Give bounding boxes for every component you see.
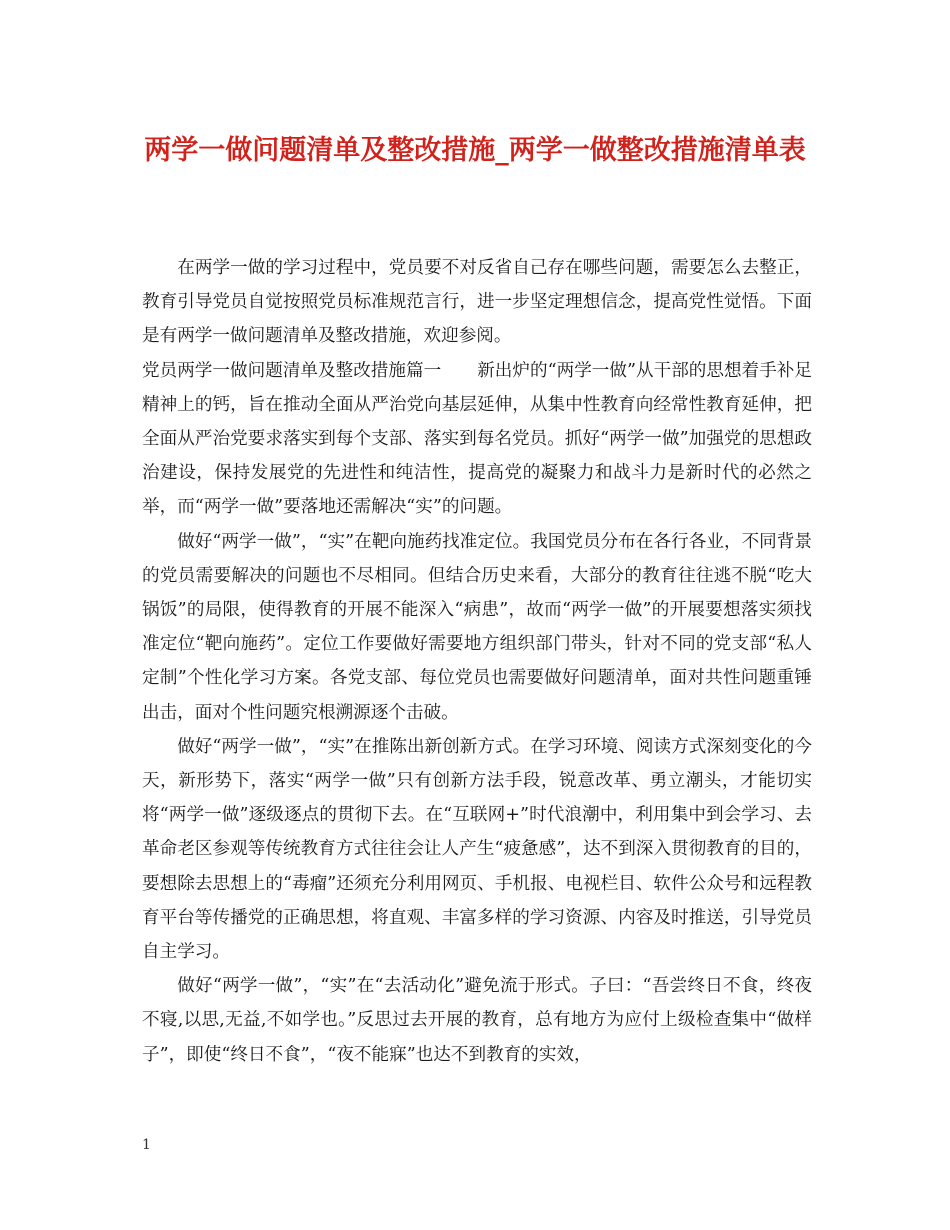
- body-paragraph: 做好“两学一做”，“实”在推陈出新创新方式。在学习环境、阅读方式深刻变化的今天，新形势下，落实“两学一做”只有创新方法手段，锐意改革、勇立潮头，才能切实将“两学一做”逐级逐点的贯彻下去。在“互联网+”时代浪潮中，利用集中到会学习、去革命老区参观等传统教育方式往往会让人产生“疲惫感”，达不到深入贯彻教育的目的，要想除去思想上的“毒瘤”还须充分利用网页、手机报、电视栏目、软件公众号和远程教育平台等传播党的正确思想，将直观、丰富多样的学习资源、内容及时推送，引导党员自主学习。: [142, 736, 812, 963]
- body-paragraph: 做好“两学一做”，“实”在靶向施药找准定位。我国党员分布在各行各业，不同背景的党员需要解决的问题也不尽相同。但结合历史来看，大部分的教育往往逃不脱“吃大锅饭”的局限，使得教育的开展不能深入“病患”，故而“两学一做”的开展要想落实须找准定位“靶向施药”。定位工作要做好需要地方组织部门带头，针对不同的党支部“私人定制”个性化学习方案。各党支部、每位党员也需要做好问题清单，面对共性问题重锤出击，面对个性问题究根溯源逐个击破。: [142, 531, 812, 723]
- document-body: [142, 251, 812, 1072]
- section-heading: 党员两学一做问题清单及整改措施篇一: [142, 360, 442, 381]
- section-paragraph: [142, 354, 812, 525]
- document-title: 两学一做问题清单及整改措施_两学一做整改措施清单表: [144, 135, 806, 166]
- page-number: 1: [142, 1137, 151, 1153]
- section-text: 新出炉的“两学一做”从干部的思想着手补足精神上的钙，旨在推动全面从严治党向基层延伸，从集中性教育向经常性教育延伸，把全面从严治党要求落实到每个支部、落实到每名党员。抓好“两学一做”加强党的思想政治建设，保持发展党的先进性和纯洁性，提高党的凝聚力和战斗力是新时代的必然之举，而“两学一做”要落地还需解决“实”的问题。: [142, 360, 812, 518]
- body-paragraph: 做好“两学一做”，“实”在“去活动化”避免流于形式。子曰：“吾尝终日不食，终夜不寝,以思,无益,不如学也。”反思过去开展的教育，总有地方为应付上级检查集中“做样子”，即使“终日不食”，“夜不能寐”也达不到教育的实效，: [142, 976, 812, 1065]
- intro-paragraph: 在两学一做的学习过程中，党员要不对反省自己存在哪些问题，需要怎么去整正，教育引导党员自觉按照党员标准规范言行，进一步坚定理想信念，提高党性觉悟。下面是有两学一做问题清单及整改措施，欢迎参阅。: [142, 258, 812, 347]
